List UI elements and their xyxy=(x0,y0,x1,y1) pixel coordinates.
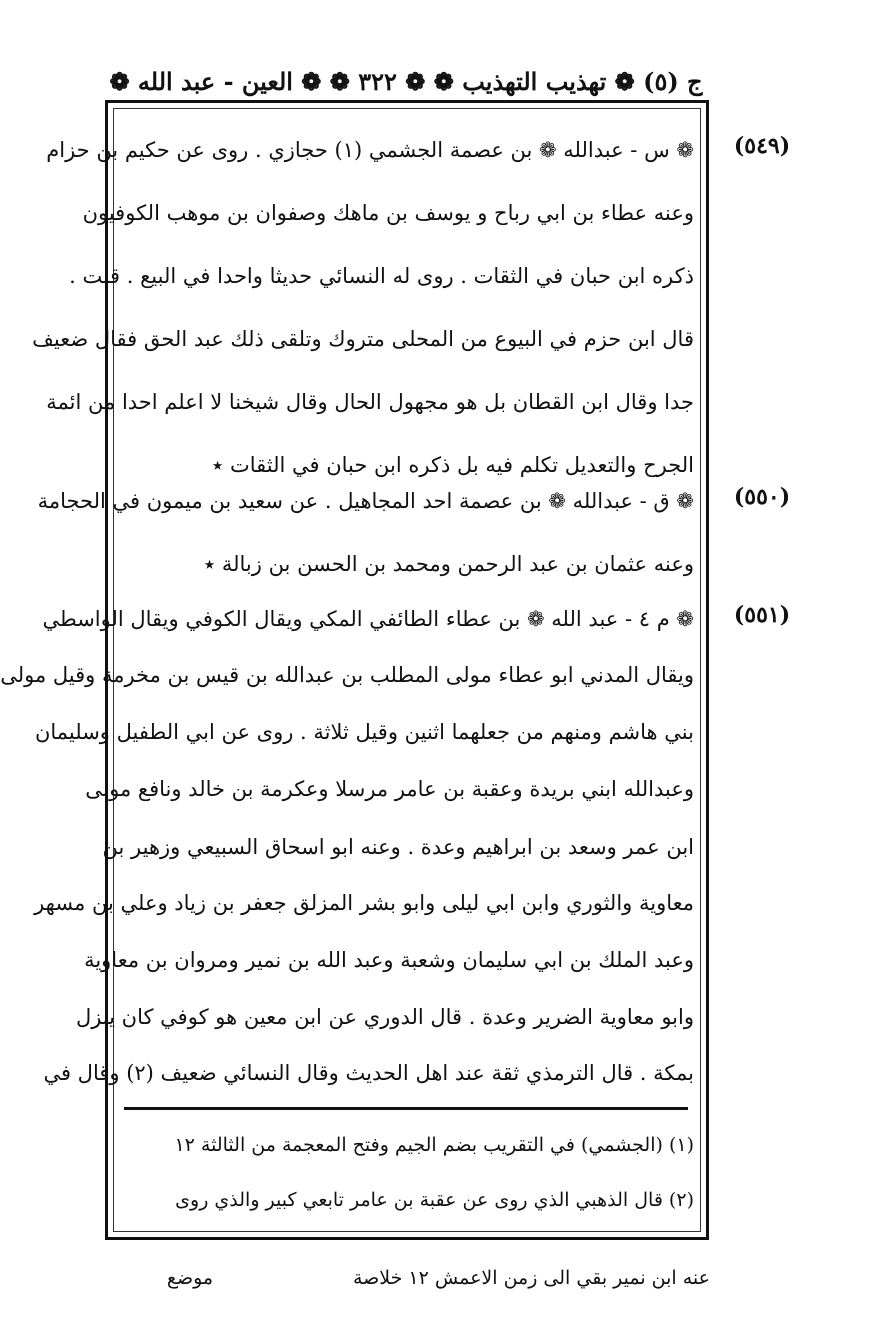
entry-549-line-6: الجرح والتعديل تكلم فيه بل ذكره ابن حبان في الثقات ٭ xyxy=(211,453,694,477)
entry-551-line-2: ويقال المدني ابو عطاء مولى المطلب بن عبدالله بن قيس بن مخرمة وقيل مولى xyxy=(0,663,694,687)
entry-551-line-6: معاوية والثوري وابن ابي ليلى وابو بشر المزلق جعفر بن زياد وعلي بن مسهر xyxy=(34,891,694,915)
entry-number-549: (٥٤٩) xyxy=(733,133,791,159)
entry-549-line-3: ذكره ابن حبان في الثقات . روى له النسائي حديثا واحدا في البيع . قلت . xyxy=(69,264,694,288)
entry-551-line-9: بمكة . قال الترمذي ثقة عند اهل الحديث وقال النسائي ضعيف (٢) وقال في xyxy=(43,1061,694,1085)
footnote-continuation: عنه ابن نمير بقي الى زمن الاعمش ١٢ خلاصة xyxy=(352,1267,710,1289)
entry-number-551: (٥٥١) xyxy=(733,602,791,628)
entry-550-line-1: ❁ ق - عبدالله ❁ بن عصمة احد المجاهيل . عن سعيد بن ميمون في الحجامة xyxy=(37,489,694,513)
entry-551-line-8: وابو معاوية الضرير وعدة . قال الدوري عن ابن معين هو كوفي كان ينزل xyxy=(75,1005,694,1029)
entry-549-line-1: ❁ س - عبدالله ❁ بن عصمة الجشمي (١) حجازي . روى عن حكيم بن حزام xyxy=(46,138,694,162)
entry-549-line-5: جدا وقال ابن القطان بل هو مجهول الحال وقال شيخنا لا اعلم احدا من ائمة xyxy=(46,390,694,414)
entry-551-line-4: وعبدالله ابني بريدة وعقبة بن عامر مرسلا وعكرمة بن خالد ونافع مولى xyxy=(85,777,694,801)
entry-549-line-4: قال ابن حزم في البيوع من المحلى متروك وتلقى ذلك عبد الحق فقال ضعيف xyxy=(32,327,694,351)
entry-number-550: (٥٥٠) xyxy=(733,484,791,510)
entry-551-line-1: ❁ م ٤ - عبد الله ❁ بن عطاء الطائفي المكي ويقال الكوفي ويقال الواسطي xyxy=(42,607,694,631)
running-header: ج (٥) ❁ تهذيب التهذيب ❁ ❁ ٣٢٢ ❁ ❁ العين - عبد الله ❁ xyxy=(109,67,703,96)
entry-551-line-7: وعبد الملك بن ابي سليمان وشعبة وعبد الله بن نمير ومروان بن معاوية xyxy=(84,948,694,972)
catchword: موضع xyxy=(166,1267,214,1289)
footnote-rule xyxy=(124,1107,688,1110)
footnote-1: (١) (الجشمي) في التقريب بضم الجيم وفتح المعجمة من الثالثة ١٢ xyxy=(174,1134,694,1156)
footnote-2: (٢) قال الذهبي الذي روى عن عقبة بن عامر تابعي كبير والذي روى xyxy=(175,1189,694,1211)
entry-549-line-2: وعنه عطاء بن ابي رباح و يوسف بن ماهك وصفوان بن موهب الكوفيون xyxy=(82,201,694,225)
entry-551-line-3: بني هاشم ومنهم من جعلهما اثنين وقيل ثلاثة . روى عن ابي الطفيل وسليمان xyxy=(34,720,694,744)
entry-550-line-2: وعنه عثمان بن عبد الرحمن ومحمد بن الحسن بن زبالة ٭ xyxy=(203,552,694,576)
entry-551-line-5: ابن عمر وسعد بن ابراهيم وعدة . وعنه ابو اسحاق السبيعي وزهير بن xyxy=(102,835,694,859)
